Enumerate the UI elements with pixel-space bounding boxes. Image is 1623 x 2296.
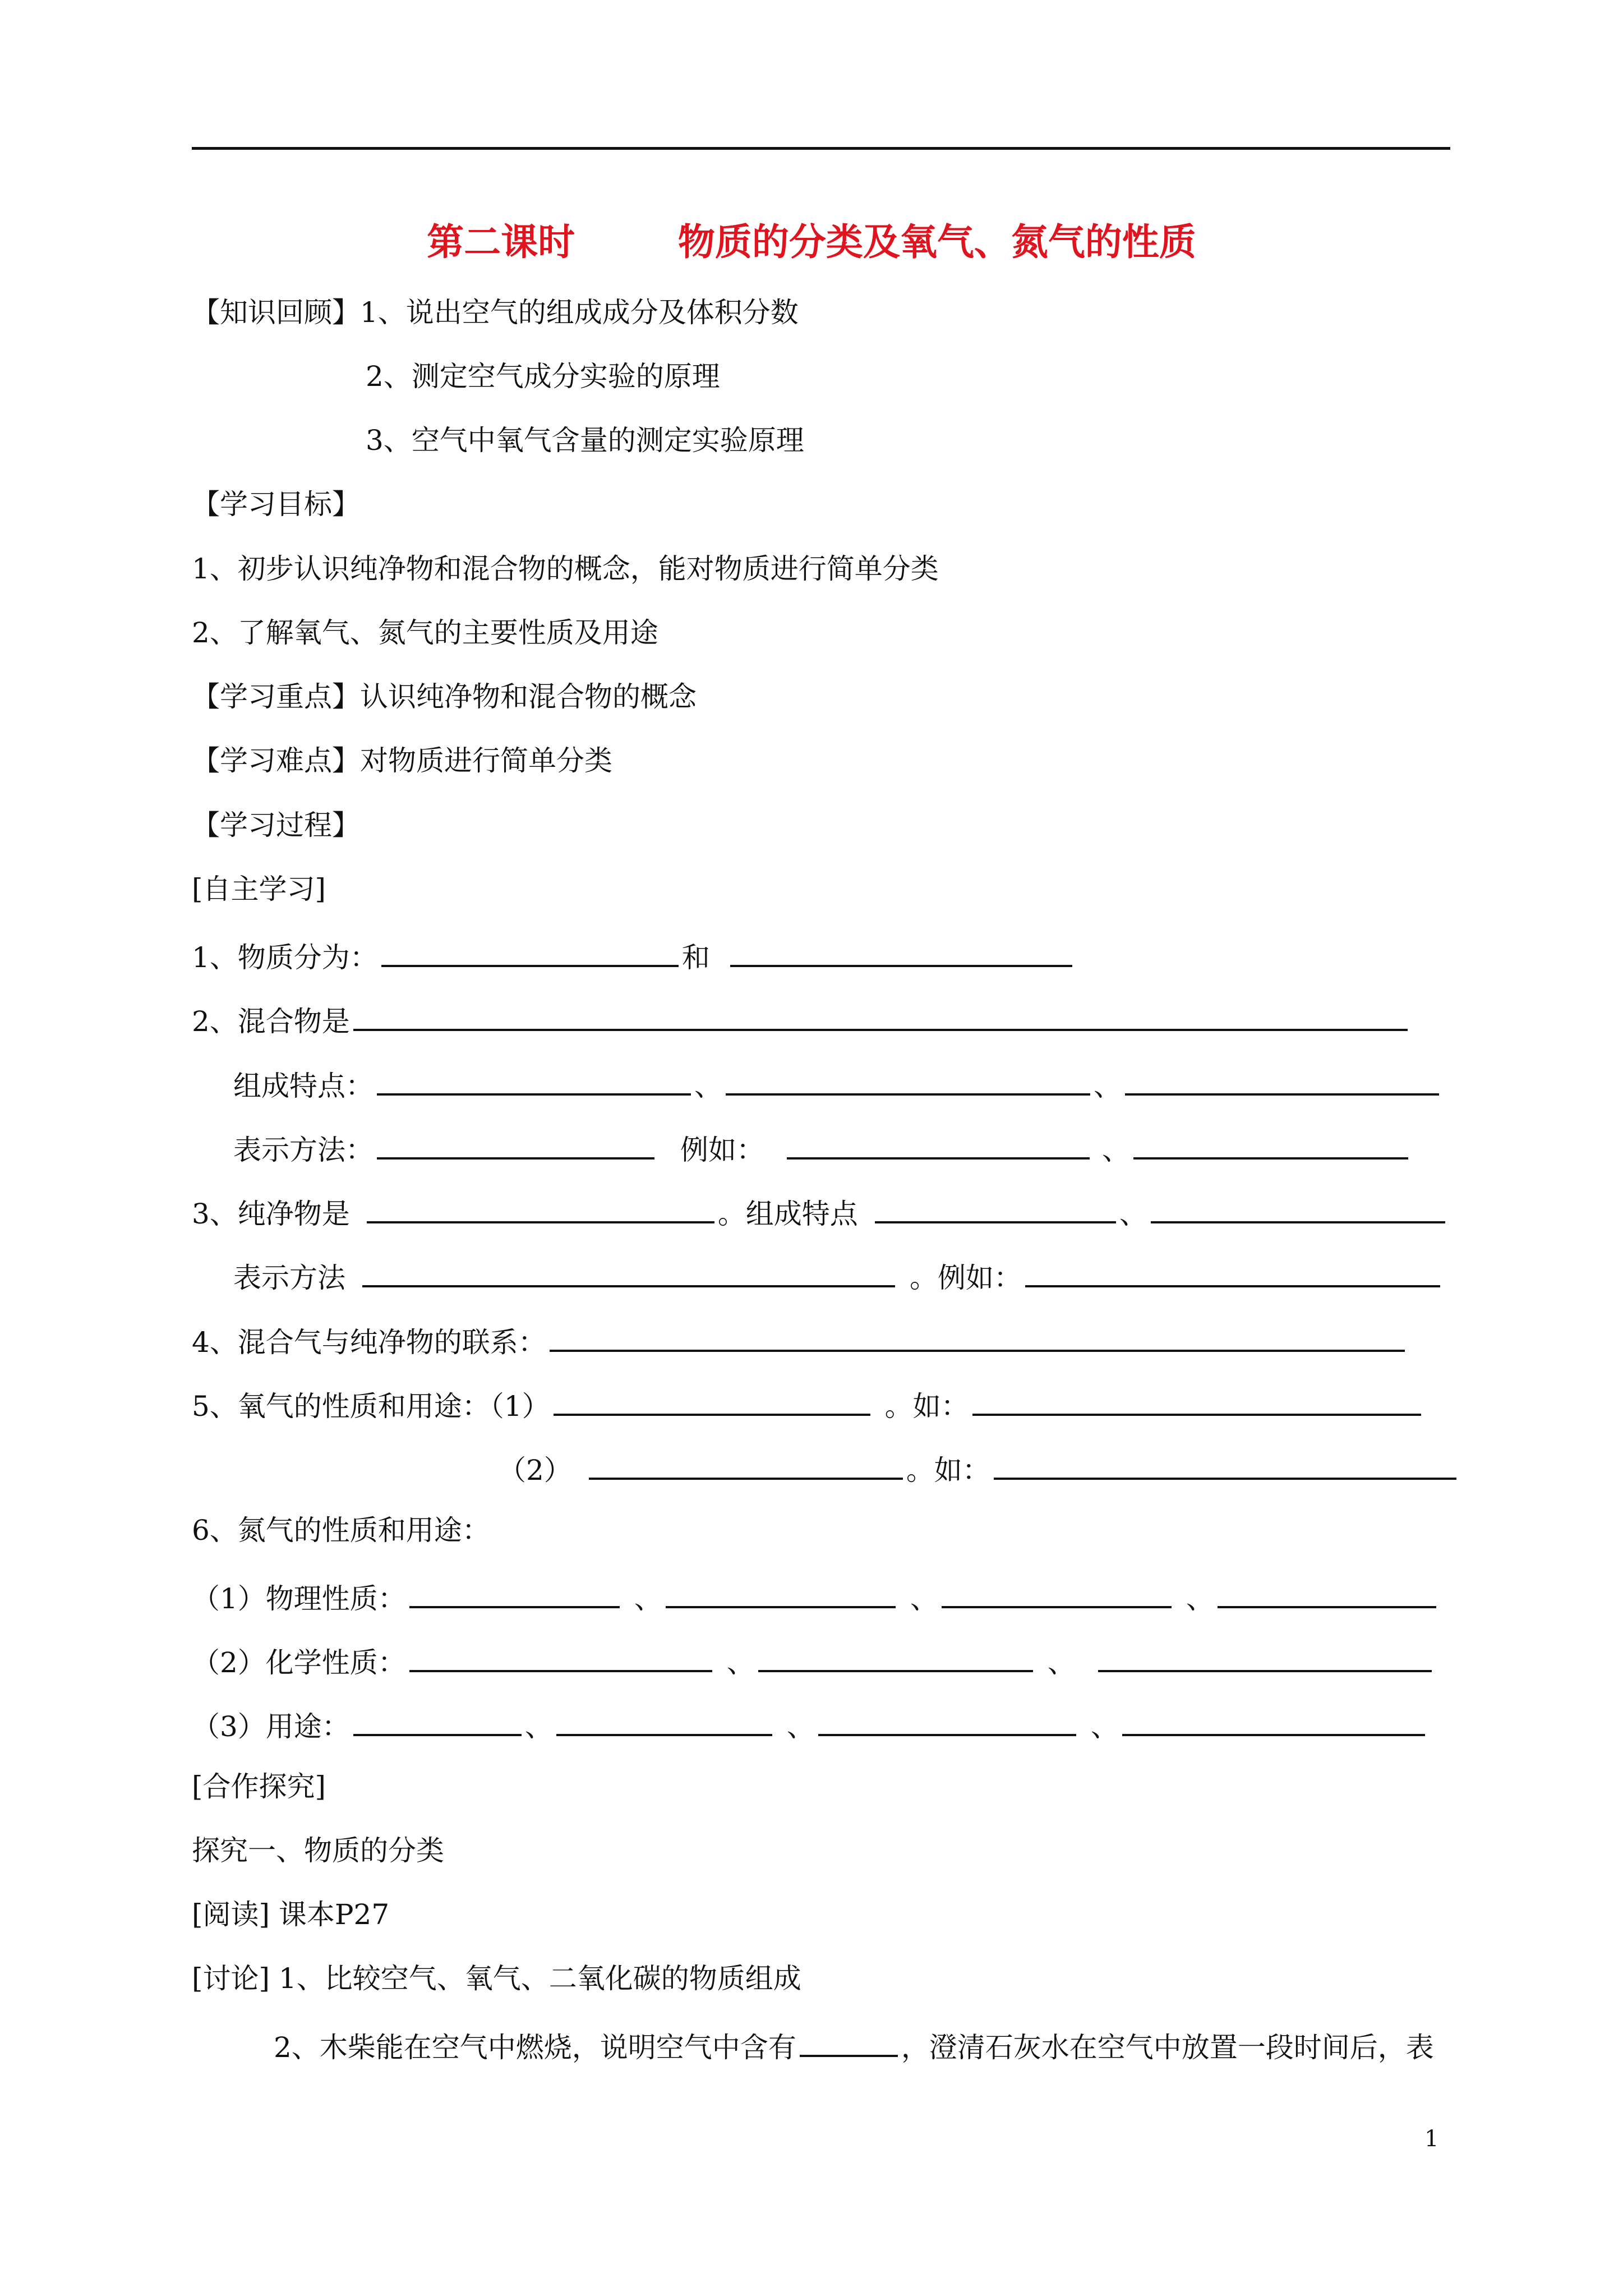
q5-blank-1[interactable]: [554, 1382, 870, 1416]
review-item-1: 1、说出空气的组成成分及体积分数: [360, 296, 799, 329]
q2-line: [192, 997, 1411, 1037]
q2-eg-blank-2[interactable]: [1133, 1126, 1408, 1159]
page-title: 第二课时 物质的分类及氧气、氮气的性质: [427, 220, 1196, 264]
q6-label: 6、氮气的性质和用途：: [192, 1514, 490, 1547]
q6-chemical-line: [192, 1639, 1435, 1678]
q3-method-blank[interactable]: [362, 1254, 895, 1287]
separator: 、: [524, 1710, 553, 1743]
q6-uses-blank-1[interactable]: [353, 1703, 522, 1736]
goal-item-1: 1、初步认识纯净物和混合物的概念，能对物质进行简单分类: [192, 553, 939, 585]
self-study-label: [自主学习]: [192, 873, 326, 905]
q1-label: 1、物质分为：: [192, 941, 378, 974]
q6-uses-blank-3[interactable]: [818, 1703, 1076, 1736]
q6-uses-blank-2[interactable]: [556, 1703, 772, 1736]
separator: 、: [1102, 1134, 1130, 1166]
separator: 、: [1090, 1710, 1119, 1743]
page-number: 1: [1424, 2126, 1439, 2152]
discuss-2-before: 2、木柴能在空气中燃烧，说明空气中含有: [274, 2031, 796, 2064]
q2-label: 2、混合物是: [192, 1005, 350, 1038]
q5-eg-2: 。如：: [906, 1454, 990, 1487]
separator: 、: [1094, 1070, 1122, 1102]
difficulty: 【学习难点】对物质进行简单分类: [192, 744, 612, 777]
separator: 、: [634, 1582, 662, 1615]
q3-line: [192, 1190, 1449, 1229]
q6-chemical-label: （2）化学性质：: [192, 1646, 406, 1679]
key-point: 【学习重点】认识纯净物和混合物的概念: [192, 680, 697, 713]
explore-1: 探究一、物质的分类: [192, 1834, 444, 1867]
q5-eg-blank-2[interactable]: [994, 1446, 1456, 1480]
q5-line-2: [498, 1446, 1460, 1485]
goal-item-2: 2、了解氧气、氮气的主要性质及用途: [192, 616, 658, 649]
q6-uses-blank-4[interactable]: [1122, 1703, 1425, 1736]
q3-eg-blank[interactable]: [1025, 1254, 1440, 1287]
q2-features-label: 组成特点：: [233, 1070, 374, 1102]
review-label: 【知识回顾】: [192, 296, 360, 329]
separator: 、: [694, 1070, 722, 1102]
coop-label: [合作探究]: [192, 1770, 326, 1803]
q2-method-blank[interactable]: [377, 1126, 654, 1159]
separator: 、: [1119, 1198, 1147, 1230]
discuss-2: [274, 2023, 1434, 2063]
discuss-2-blank[interactable]: [800, 2023, 898, 2057]
q1-line: [192, 933, 1076, 973]
q6-uses-line: [192, 1703, 1428, 1742]
q5-eg-blank-1[interactable]: [972, 1382, 1421, 1416]
q2-features-line: [233, 1062, 1442, 1101]
q4-blank[interactable]: [550, 1318, 1405, 1352]
q1-and: 和: [681, 941, 710, 974]
process-label: 【学习过程】: [192, 809, 360, 841]
q2-eg-label: 例如：: [680, 1134, 764, 1166]
goals-label: 【学习目标】: [192, 488, 360, 521]
q3-blank[interactable]: [367, 1190, 714, 1223]
q3-method-label: 表示方法: [233, 1262, 345, 1294]
review-item-2: 2、测定空气成分实验的原理: [366, 360, 720, 393]
q2-method-label: 表示方法：: [233, 1134, 374, 1166]
q3-features-label: 。组成特点: [717, 1198, 858, 1230]
q5-label: 5、氧气的性质和用途：（1）: [192, 1390, 550, 1423]
q3-method-line: [233, 1254, 1444, 1293]
separator: 、: [1186, 1582, 1214, 1615]
q6-chemical-blank-3[interactable]: [1098, 1639, 1432, 1672]
review-line-1: [192, 293, 799, 332]
q5-label-2: （2）: [498, 1454, 572, 1487]
q4-line: [192, 1318, 1408, 1358]
q1-blank-1[interactable]: [381, 933, 679, 967]
separator: 、: [910, 1582, 938, 1615]
q2-eg-blank-1[interactable]: [787, 1126, 1090, 1159]
q2-method-line: [233, 1126, 1412, 1165]
separator: 、: [726, 1646, 755, 1679]
q6-uses-label: （3）用途：: [192, 1710, 350, 1743]
q5-line-1: [192, 1382, 1424, 1421]
q2-feature-blank-3[interactable]: [1125, 1062, 1439, 1096]
q3-feature-blank-1[interactable]: [875, 1190, 1116, 1223]
header-rule: [192, 147, 1450, 150]
read-line: [阅读] 课本P27: [192, 1898, 390, 1931]
q5-eg-1: 。如：: [884, 1390, 969, 1423]
discuss-1: [讨论] 1、比较空气、氧气、二氧化碳的物质组成: [192, 1962, 801, 1995]
discuss-2-after: ，澄清石灰水在空气中放置一段时间后，表: [901, 2031, 1434, 2064]
q2-feature-blank-1[interactable]: [377, 1062, 691, 1096]
q6-physical-label: （1）物理性质：: [192, 1582, 406, 1615]
q2-blank[interactable]: [353, 997, 1408, 1031]
q6-chemical-blank-2[interactable]: [758, 1639, 1033, 1672]
q3-label: 3、纯净物是: [192, 1198, 350, 1230]
q6-physical-blank-1[interactable]: [409, 1575, 620, 1608]
separator: 、: [1047, 1646, 1076, 1679]
q6-physical-blank-2[interactable]: [666, 1575, 896, 1608]
q6-chemical-blank-1[interactable]: [409, 1639, 712, 1672]
q2-feature-blank-2[interactable]: [726, 1062, 1090, 1096]
q6-physical-blank-3[interactable]: [942, 1575, 1172, 1608]
q1-blank-2[interactable]: [730, 933, 1072, 967]
q5-blank-2[interactable]: [589, 1446, 903, 1480]
q6-physical-line: [192, 1575, 1440, 1614]
q3-eg-label: 。例如：: [910, 1262, 1022, 1294]
q4-label: 4、混合气与纯净物的联系：: [192, 1326, 546, 1359]
q6-physical-blank-4[interactable]: [1218, 1575, 1436, 1608]
separator: 、: [786, 1710, 815, 1743]
review-item-3: 3、空气中氧气含量的测定实验原理: [366, 424, 804, 457]
q3-feature-blank-2[interactable]: [1151, 1190, 1445, 1223]
